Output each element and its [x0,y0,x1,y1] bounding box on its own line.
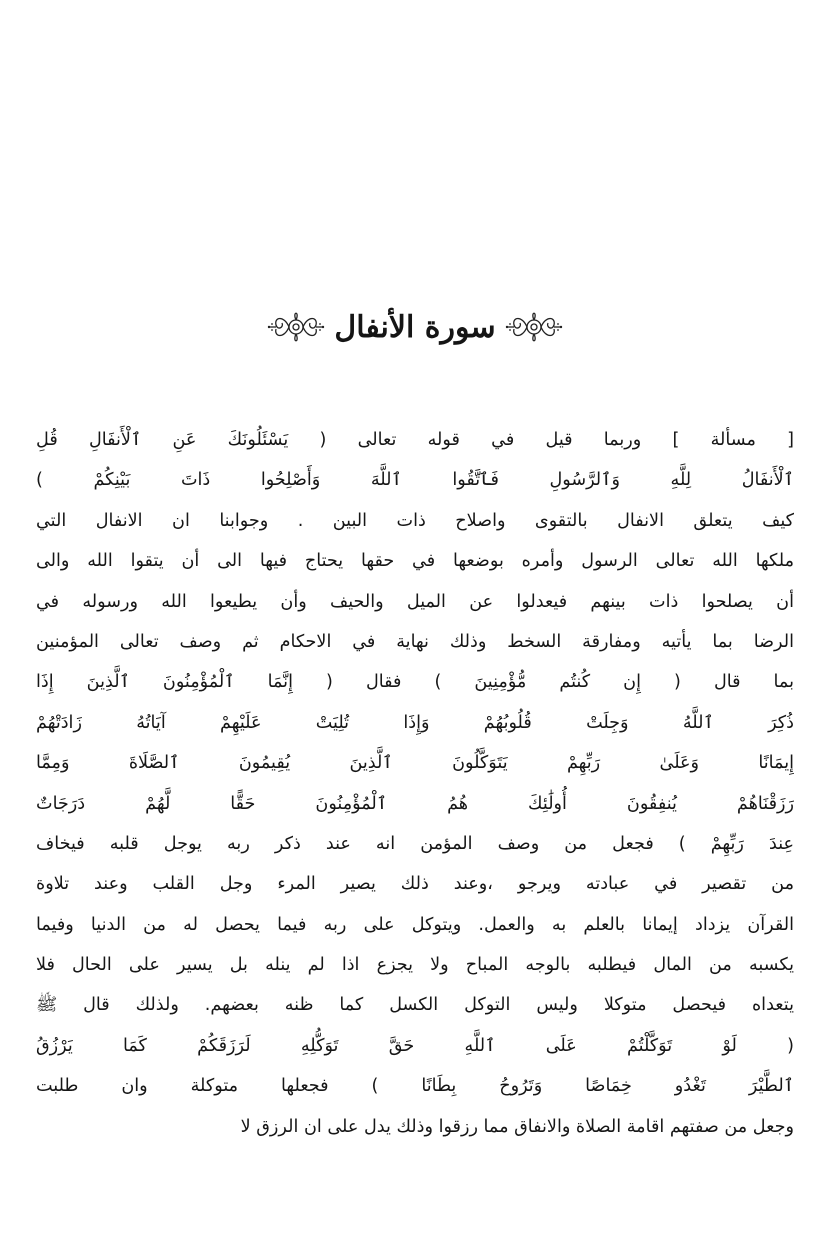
surah-heading [0,295,830,359]
text-line: بما قال ( إِن كُنتُم مُّؤْمِنِينَ ) فقال ( إِنَّمَا ٱلْمُؤْمِنُونَ ٱلَّذِينَ إِذَا [36,672,794,693]
text-line: ذُكِرَ ٱللَّهُ وَجِلَتْ قُلُوبُهُمْ وَإِذَا تُلِيَتْ عَلَيْهِمْ آيَاتُهُ زَادَتْهُمْ [36,712,794,733]
body-text [36,420,794,1147]
text-line: يتعداه فيحصل متوكلا وليس التوكل الكسل كما ظنه بعضهم. ولذلك قال ﷺ [36,995,794,1016]
text-line: ٱلطَّيْرَ تَغْدُو خِمَاصًا وَتَرُوحُ بِطَانًا ) فجعلها متوكلة وان طلبت [36,1076,794,1097]
arabesque-ornament-icon [266,305,326,349]
text-line: من تقصير في عبادته ويرجو ،وعند ذلك يصير المرء وجل القلب وعند تلاوة [36,874,794,895]
text-line: القرآن يزداد إيمانا بالعلم به والعمل. ويتوكل على ربه فيما يحصل له من الدنيا وفيما [36,914,794,935]
text-line: إِيمَانًا وَعَلَىٰ رَبِّهِمْ يَتَوَكَّلُونَ ٱلَّذِينَ يُقِيمُونَ ٱلصَّلَاةَ وَمِمَّا [36,753,794,774]
text-line: رَزَقْنَاهُمْ يُنفِقُونَ أُولَٰئِكَ هُمُ ٱلْمُؤْمِنُونَ حَقًّا لَّهُمْ دَرَجَاتٌ [36,793,794,814]
text-line: أن يصلحوا ذات بينهم فيعدلوا عن الميل والحيف وأن يطيعوا الله ورسوله في [36,591,794,612]
text-line: يكسبه من المال فيطلبه بالوجه المباح ولا يجزع اذا لم ينله بل يسير على الحال فلا [36,955,794,976]
text-line: ملكها الله تعالى الرسول وأمره بوضعها في حقها يحتاج فيها الى أن يتقوا الله والى [36,551,794,572]
text-line: الرضا بما يأتيه ومفارقة السخط وذلك نهاية في الاحكام ثم وصف تعالى المؤمنين [36,631,794,652]
text-line: [ مسألة ] وربما قيل في قوله تعالى ( يَسْئَلُونَكَ عَنِ ٱلْأَنفَالِ قُلِ [36,430,794,450]
arabesque-ornament-icon [504,305,564,349]
surah-title: سورة الأنفال [334,309,496,345]
text-line: عِندَ رَبِّهِمْ ) فجعل من وصف المؤمن انه عند ذكر ربه يوجل قلبه فيخاف [36,833,794,854]
text-line: كيف يتعلق الانفال بالتقوى واصلاح ذات البين . وجوابنا ان الانفال التي [36,510,794,531]
text-line: وجعل من صفتهم اقامة الصلاة والانفاق مما رزقوا وذلك يدل على ان الرزق لا [240,1116,794,1137]
text-line: ( لَوْ تَوَكَّلْتُمْ عَلَى ٱللَّهِ حَقَّ تَوَكُّلِهِ لَرَزَقَكُمْ كَمَا يَرْزُقُ [36,1035,794,1056]
text-line: ٱلْأَنفَالُ لِلَّهِ وَٱلرَّسُولِ فَٱتَّقُوا ٱللَّهَ وَأَصْلِحُوا ذَاتَ بَيْنِكُمْ ) [36,470,794,491]
